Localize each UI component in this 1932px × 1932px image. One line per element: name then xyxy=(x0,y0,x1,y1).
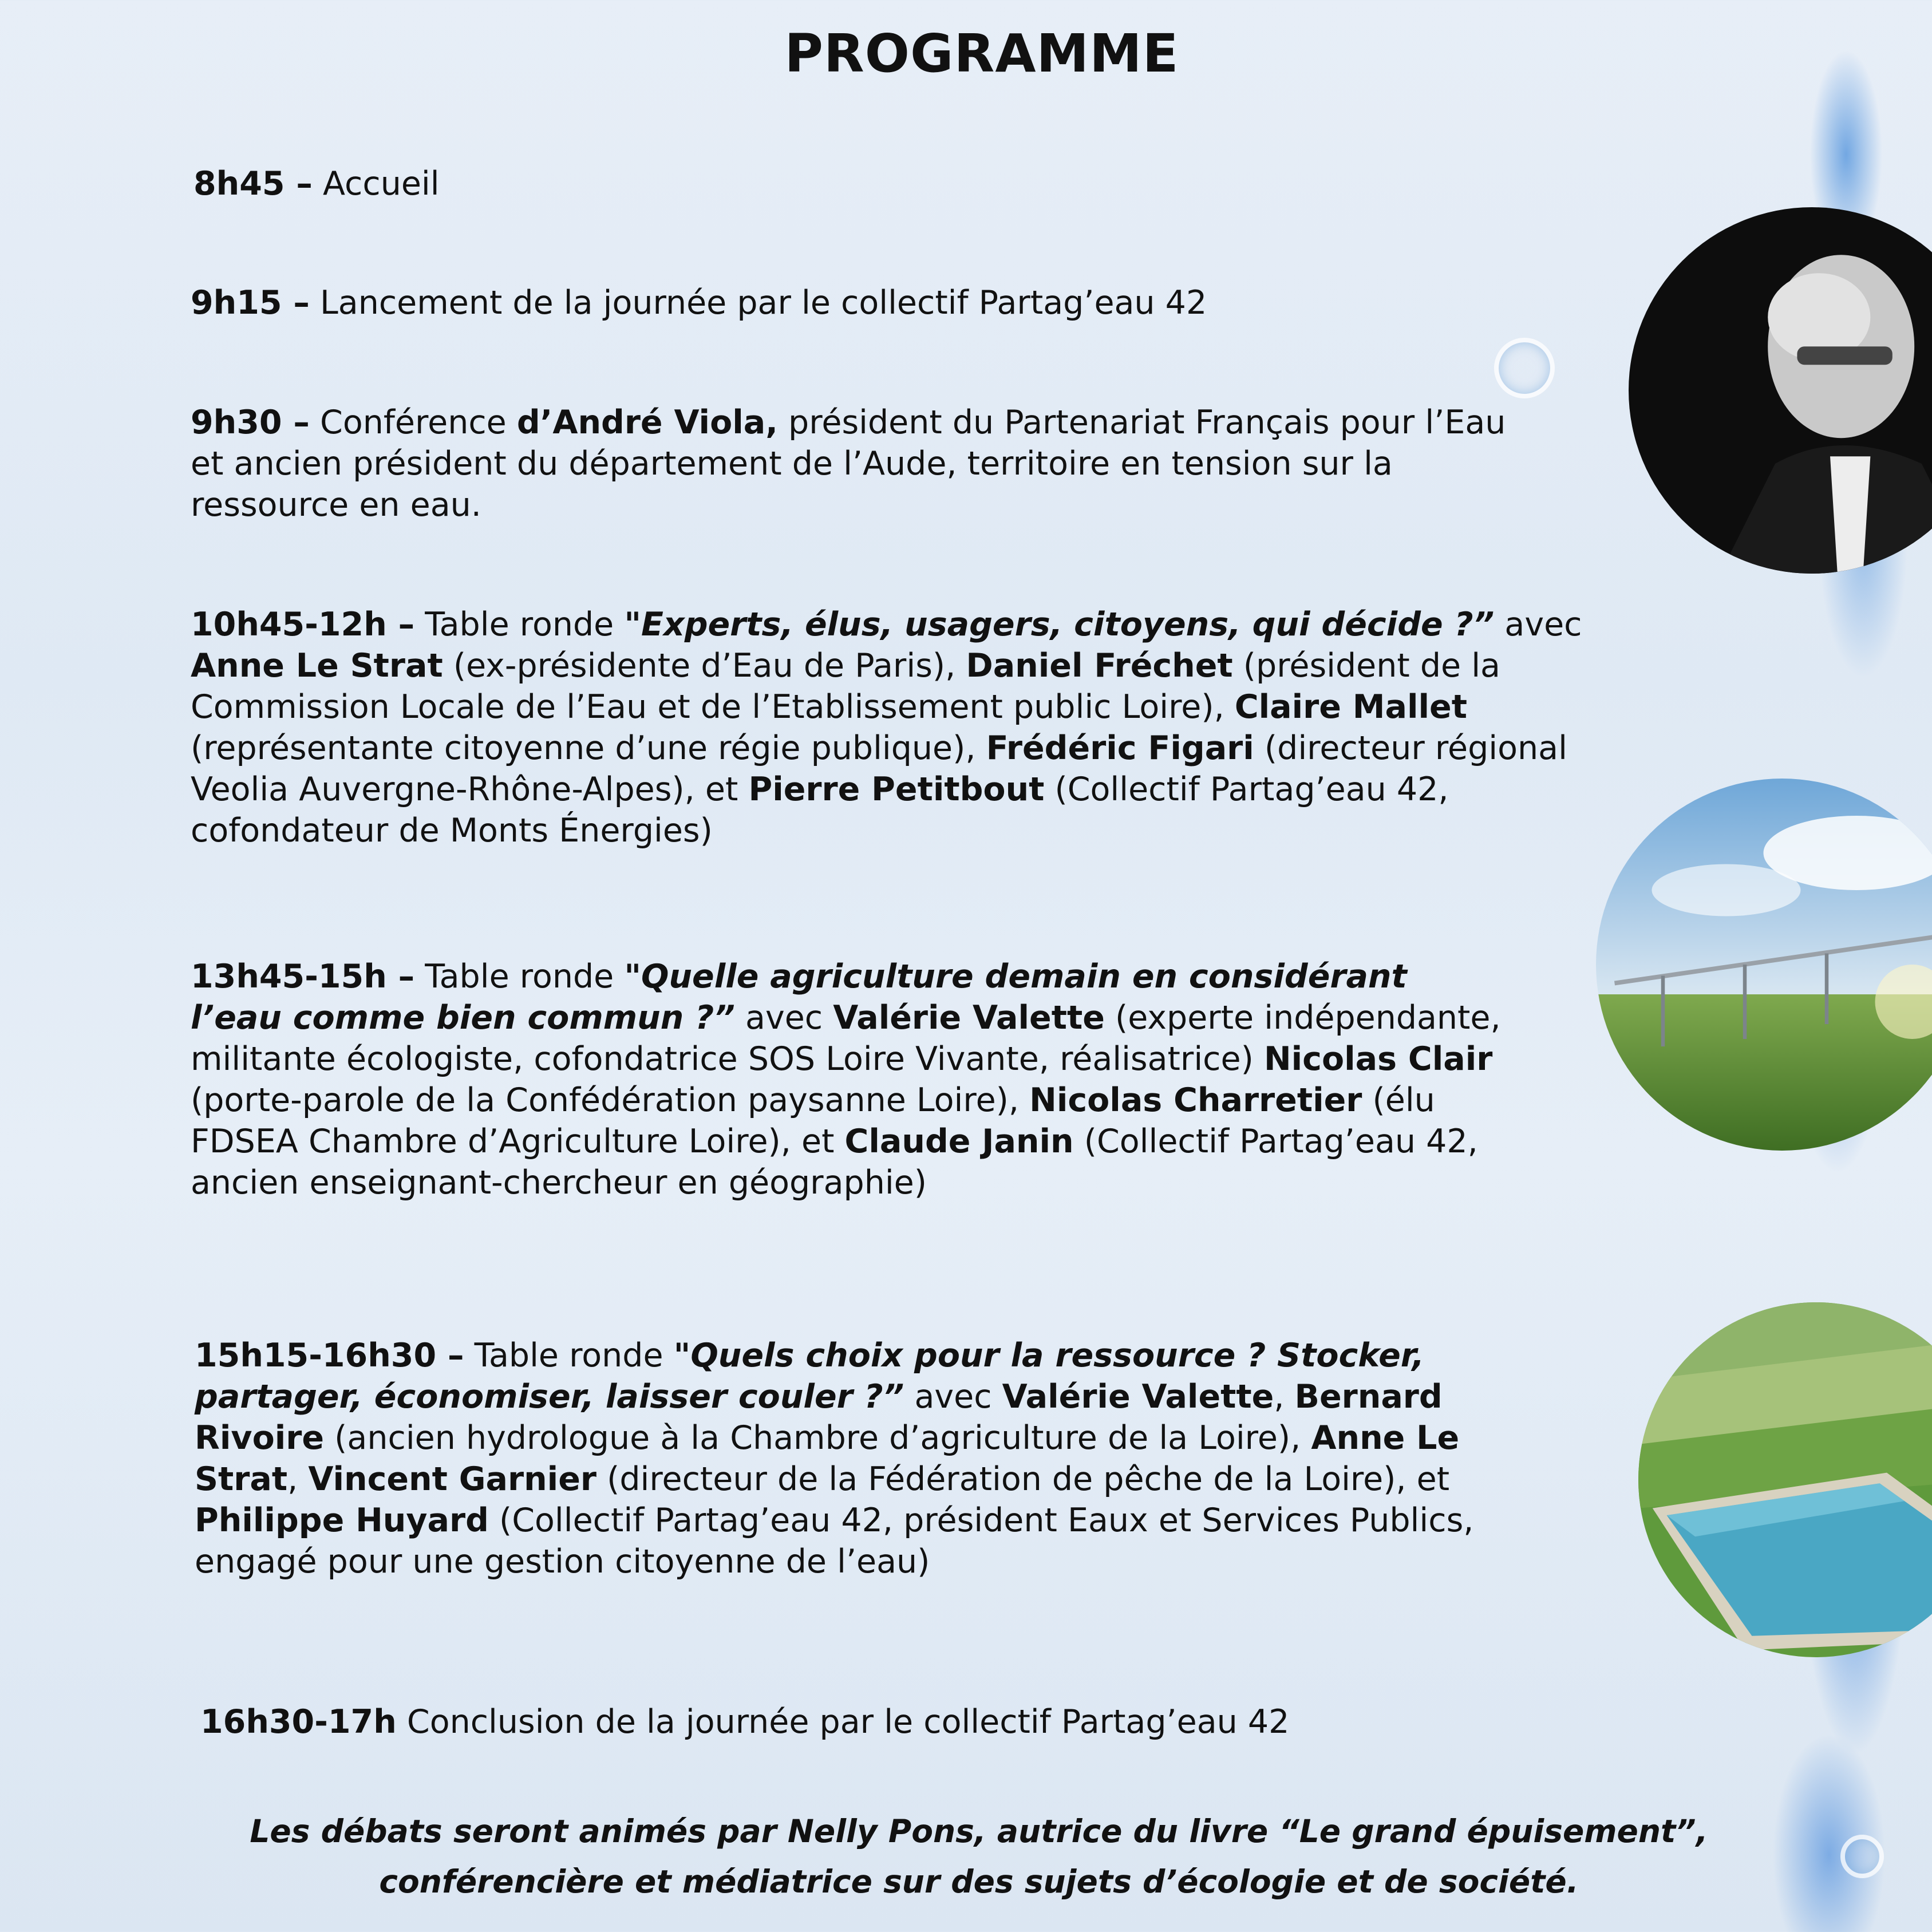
speaker-name: Daniel Fréchet xyxy=(966,647,1233,685)
schedule-item-table-ronde-1 xyxy=(191,604,1587,851)
round-table-topic: "Quelle agriculture demain en considérant l’eau comme bien commun ?” xyxy=(191,958,1407,1037)
speaker-name: Valérie Valette xyxy=(1002,1378,1274,1416)
schedule-text: , xyxy=(287,1460,309,1498)
schedule-time: 10h45-12h – xyxy=(191,606,415,643)
schedule-time: 15h15-16h30 – xyxy=(195,1337,464,1374)
speaker-role: (élu FDSEA Chambre d’Agriculture Loire), et xyxy=(191,1081,1435,1160)
speaker-name: Frédéric Figari xyxy=(986,729,1254,767)
schedule-time: 13h45-15h – xyxy=(191,958,415,995)
schedule-text: Table ronde xyxy=(414,606,625,643)
schedule-time: 8h45 – xyxy=(193,165,313,203)
speaker-name: Anne Le Strat xyxy=(195,1419,1460,1498)
schedule-item-accueil xyxy=(193,163,1510,204)
speaker-name: Bernard Rivoire xyxy=(195,1378,1443,1457)
schedule-text: avec xyxy=(1494,606,1582,643)
speaker-role: (Collectif Partag’eau 42, ancien enseignant-chercheur en géographie) xyxy=(191,1123,1478,1202)
irrigation-field-photo xyxy=(1596,779,1932,1151)
speaker-role: (ancien hydrologue à la Chambre d’agriculture de la Loire), xyxy=(324,1419,1311,1457)
schedule-text: président du Partenariat Français pour l’Eau et ancien président du département de l’Aude, territoire en tension sur la ressource en eau. xyxy=(191,404,1506,524)
water-reservoir-photo xyxy=(1638,1302,1932,1657)
speaker-portrait-photo xyxy=(1629,207,1932,574)
moderator-note: Les débats seront animés par Nelly Pons, autrice du livre “Le grand épuisement”, conférencière et médiatrice sur des sujets d’écologie et de société. xyxy=(250,1813,1708,1900)
speaker-role: (directeur de la Fédération de pêche de la Loire), et xyxy=(596,1460,1450,1498)
schedule-text: Lancement de la journée par le collectif Partag’eau 42 xyxy=(309,284,1207,322)
speaker-name: Philippe Huyard xyxy=(195,1502,489,1539)
schedule-time: 16h30-17h xyxy=(200,1703,397,1741)
speaker-role: (directeur régional Veolia Auvergne-Rhône-Alpes), et xyxy=(191,729,1567,808)
schedule-item-table-ronde-2 xyxy=(191,956,1507,1203)
schedule-text: Conclusion de la journée par le collectif Partag’eau 42 xyxy=(396,1703,1290,1741)
schedule-item-conference xyxy=(191,402,1519,526)
schedule-item-conclusion xyxy=(200,1701,1517,1743)
schedule-text: Accueil xyxy=(312,165,440,203)
water-droplet-decoration xyxy=(1494,338,1555,398)
speaker-name: Claire Mallet xyxy=(1234,688,1467,726)
speaker-role: (Collectif Partag’eau 42, président Eaux et Services Publics, engagé pour une gestion citoyenne de l’eau) xyxy=(195,1502,1474,1581)
speaker-role: (ex-présidente d’Eau de Paris), xyxy=(442,647,966,685)
speaker-name: Anne Le Strat xyxy=(191,647,443,685)
speaker-role: (porte-parole de la Confédération paysanne Loire), xyxy=(191,1081,1030,1119)
speaker-role: (experte indépendante, militante écologiste, cofondatrice SOS Loire Vivante, réalisatrice) xyxy=(191,999,1501,1078)
speaker-name: Valérie Valette xyxy=(833,999,1105,1037)
speaker-name: Pierre Petitbout xyxy=(748,771,1045,808)
round-table-topic: "Quels choix pour la ressource ? Stocker, partager, économiser, laisser couler ?” xyxy=(195,1337,1425,1416)
schedule-item-lancement xyxy=(191,282,1507,323)
speaker-name: Nicolas Charretier xyxy=(1029,1081,1362,1119)
speaker-name: Claude Janin xyxy=(844,1123,1074,1160)
schedule-text: Table ronde xyxy=(414,958,625,995)
water-droplet-decoration xyxy=(1840,1835,1884,1878)
schedule-text: , xyxy=(1274,1378,1295,1416)
speaker-role: (président de la Commission Locale de l’Eau et de l’Etablissement public Loire), xyxy=(191,647,1500,726)
schedule-text: avec xyxy=(904,1378,1002,1416)
speaker-name: d’André Viola, xyxy=(516,404,778,441)
schedule-text: avec xyxy=(734,999,833,1037)
speaker-name: Vincent Garnier xyxy=(308,1460,596,1498)
schedule-time: 9h15 – xyxy=(191,284,310,322)
schedule-text: Conférence xyxy=(309,404,517,441)
speaker-name: Nicolas Clair xyxy=(1263,1040,1493,1078)
schedule-item-table-ronde-3 xyxy=(195,1335,1523,1582)
schedule-time: 9h30 – xyxy=(191,404,310,441)
page-title: PROGRAMME xyxy=(784,23,1179,84)
round-table-topic: "Experts, élus, usagers, citoyens, qui décide ?” xyxy=(624,606,1495,643)
speaker-role: (Collectif Partag’eau 42, cofondateur de Monts Énergies) xyxy=(191,771,1449,850)
speaker-role: (représentante citoyenne d’une régie publique), xyxy=(191,729,986,767)
schedule-text: Table ronde xyxy=(464,1337,674,1374)
